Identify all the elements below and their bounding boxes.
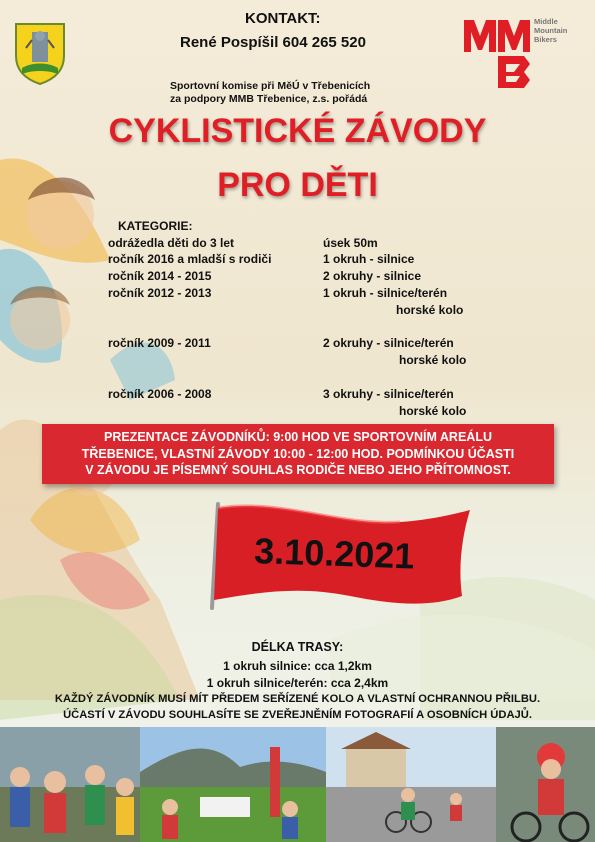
track-terrain-length: 1 okruh silnice/terén: cca 2,4km xyxy=(206,676,389,690)
category-route: 3 okruhy - silnice/terén xyxy=(323,387,454,401)
category-name: ročník 2014 - 2015 xyxy=(108,269,212,283)
category-name: ročník 2006 - 2008 xyxy=(108,387,212,401)
banner-line-1: PREZENTACE ZÁVODNÍKŮ: 9:00 HOD VE SPORTOVNÍM AREÁLU xyxy=(103,430,492,444)
note-consent: ÚČASTÍ V ZÁVODU SOUHLASÍTE SE ZVEŘEJNĚNÍM FOTOGRAFIÍ A OSOBNÍCH ÚDAJŮ. xyxy=(63,709,532,721)
category-route: 1 okruh - silnice/terén xyxy=(323,286,448,300)
mmb-logo-mark-icon xyxy=(462,16,532,92)
town-coat-of-arms-icon xyxy=(14,22,66,86)
category-route: 2 okruhy - silnice/terén xyxy=(323,336,454,350)
title-line-1: CYKLISTICKÉ ZÁVODY xyxy=(108,112,487,150)
category-bike-type: horské kolo xyxy=(396,303,464,317)
track-road-length: 1 okruh silnice: cca 1,2km xyxy=(223,659,372,673)
banner-line-3: V ZÁVODU JE PÍSEMNÝ SOUHLAS RODIČE NEBO JEHO PŘÍTOMNOST. xyxy=(85,463,511,477)
category-route: 1 okruh - silnice xyxy=(323,252,415,266)
category-route: 2 okruhy - silnice xyxy=(323,269,422,283)
registration-banner xyxy=(42,424,554,484)
category-name: ročník 2012 - 2013 xyxy=(108,286,212,300)
banner-line-2: TŘEBENICE, VLASTNÍ ZÁVODY 10:00 - 12:00 HOD. PODMÍNKOU ÚČASTI xyxy=(81,446,515,461)
photo-award-ceremony xyxy=(140,727,326,842)
category-name: ročník 2016 a mladší s rodiči xyxy=(108,252,272,266)
mmb-logo-text-2: Mountain xyxy=(534,26,568,35)
category-route: úsek 50m xyxy=(323,236,378,250)
contact-label: KONTAKT: xyxy=(245,10,321,27)
mmb-logo xyxy=(462,16,574,92)
category-name: odrážedla děti do 3 let xyxy=(108,236,235,250)
photo-strip xyxy=(0,727,595,842)
title-line-2: PRO DĚTI xyxy=(217,166,378,204)
category-bike-type: horské kolo xyxy=(399,404,467,418)
category-name: ročník 2009 - 2011 xyxy=(108,336,211,350)
mmb-logo-text-1: Middle xyxy=(534,17,558,26)
photo-young-cyclist xyxy=(496,727,595,842)
organizer-line-1: Sportovní komise při MěÚ v Třebenicích xyxy=(170,80,371,92)
contact-name-phone: René Pospíšil 604 265 520 xyxy=(180,34,366,51)
mmb-logo-text-3: Bikers xyxy=(534,35,557,44)
category-bike-type: horské kolo xyxy=(399,353,467,367)
photo-race-start xyxy=(326,727,496,842)
event-date: 3.10.2021 xyxy=(253,530,416,577)
track-heading: DÉLKA TRASY: xyxy=(251,640,344,654)
note-helmet: KAŽDÝ ZÁVODNÍK MUSÍ MÍT PŘEDEM SEŘÍZENÉ KOLO A VLASTNÍ OCHRANNOU PŘILBU. xyxy=(54,693,541,705)
categories-heading: KATEGORIE: xyxy=(118,219,193,233)
photo-kids-with-bikes xyxy=(0,727,140,842)
organizer-line-2: za podpory MMB Třebenice, z.s. pořádá xyxy=(170,93,368,105)
